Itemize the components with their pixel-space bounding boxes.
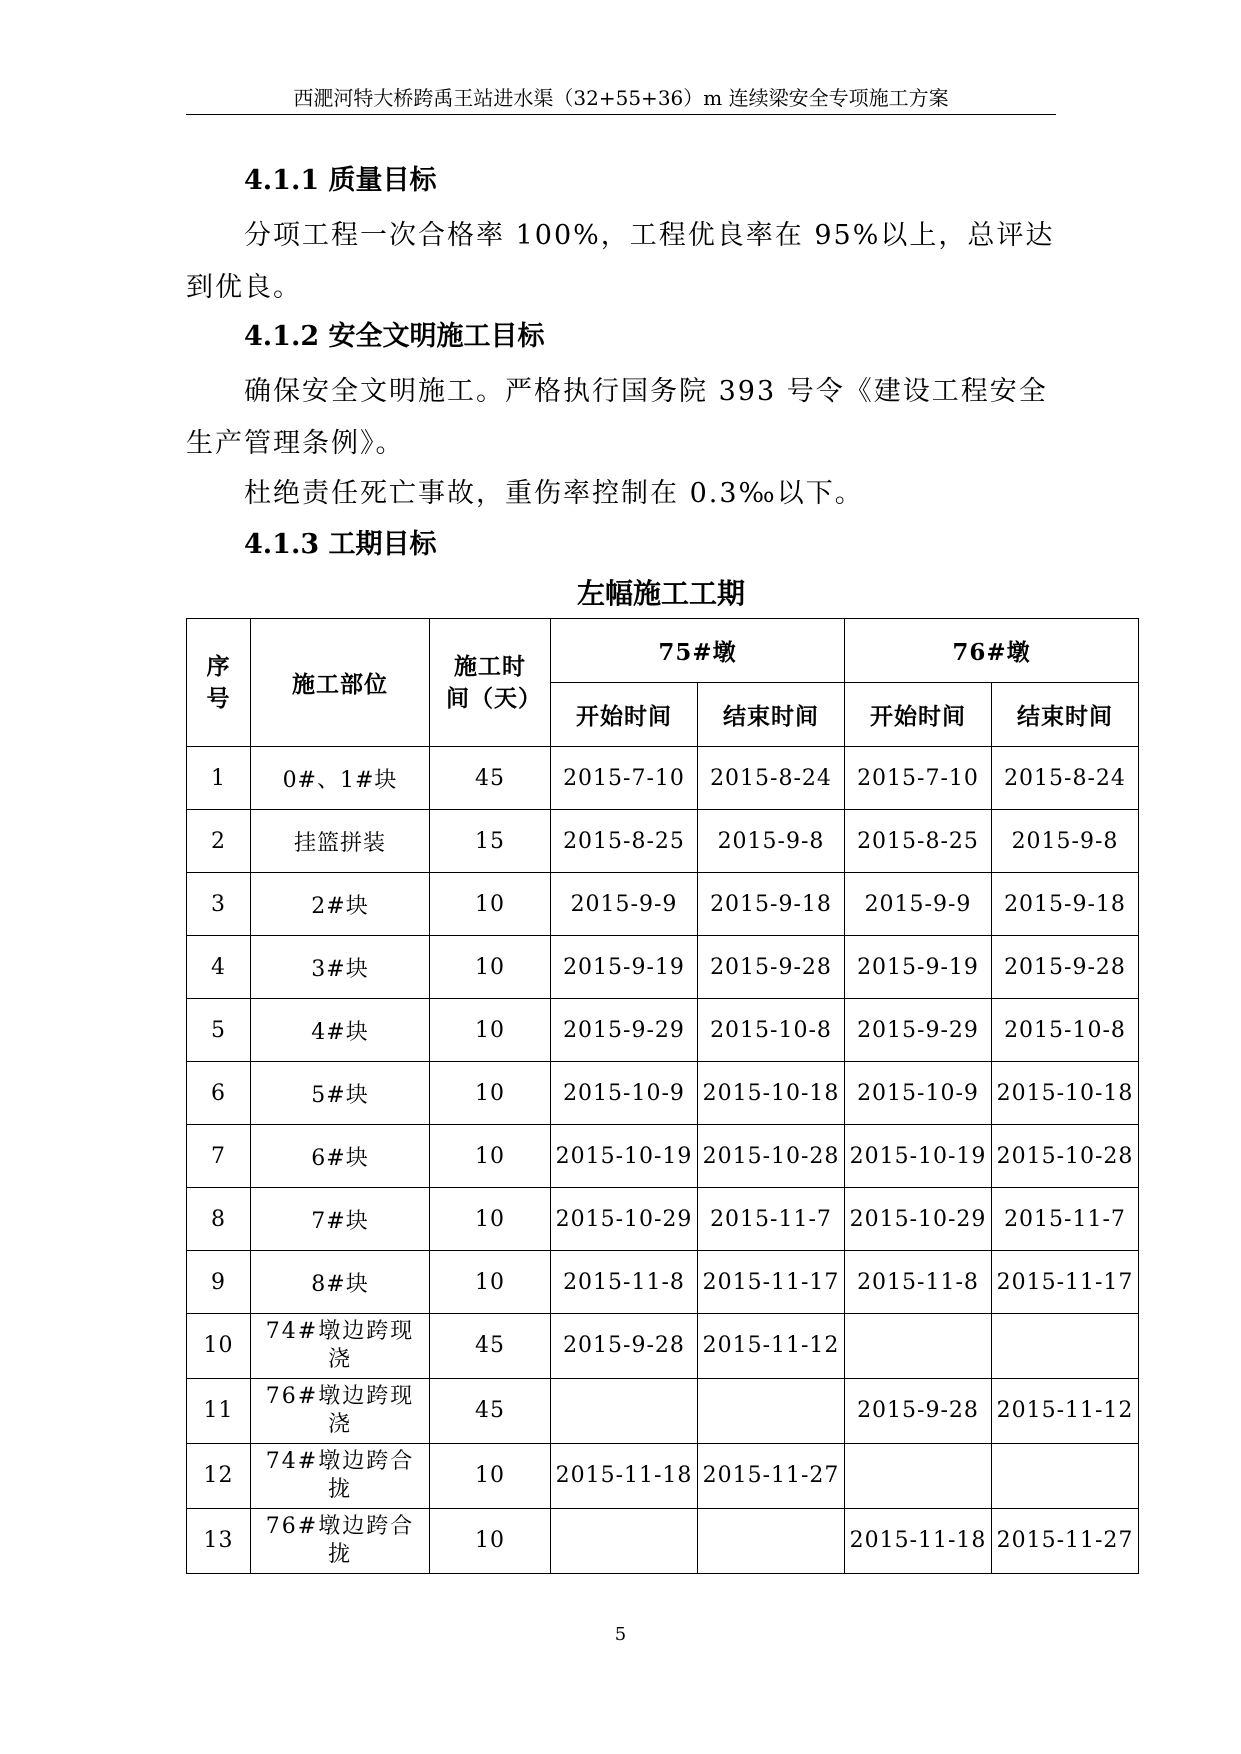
table-row xyxy=(187,1062,1139,1125)
cell-75-end: 2015-11-17 xyxy=(698,1251,845,1314)
cell-76-end: 2015-10-8 xyxy=(992,999,1139,1062)
cell-no: 7 xyxy=(187,1125,251,1188)
cell-part: 6#块 xyxy=(251,1125,430,1188)
cell-76-end: 2015-10-18 xyxy=(992,1062,1139,1125)
cell-no: 5 xyxy=(187,999,251,1062)
table-row xyxy=(187,873,1139,936)
cell-75-end: 2015-9-28 xyxy=(698,936,845,999)
cell-76-start: 2015-8-25 xyxy=(845,810,992,873)
cell-76-end: 2015-9-28 xyxy=(992,936,1139,999)
cell-no: 10 xyxy=(187,1314,251,1379)
cell-76-end: 2015-9-8 xyxy=(992,810,1139,873)
cell-75-end: 2015-10-8 xyxy=(698,999,845,1062)
cell-75-start: 2015-11-8 xyxy=(551,1251,698,1314)
cell-76-start: 2015-7-10 xyxy=(845,747,992,810)
cell-days: 45 xyxy=(430,1314,551,1379)
cell-days: 10 xyxy=(430,1188,551,1251)
table-title: 左幅施工工期 xyxy=(576,577,745,610)
cell-76-start: 2015-9-19 xyxy=(845,936,992,999)
cell-76-start: 2015-9-28 xyxy=(845,1379,992,1444)
cell-76-start xyxy=(845,1314,992,1379)
cell-no: 11 xyxy=(187,1379,251,1444)
cell-days: 10 xyxy=(430,999,551,1062)
table-row xyxy=(187,1509,1139,1574)
cell-76-end: 2015-11-17 xyxy=(992,1251,1139,1314)
cell-no: 1 xyxy=(187,747,251,810)
cell-76-end xyxy=(992,1314,1139,1379)
cell-76-start: 2015-10-9 xyxy=(845,1062,992,1125)
cell-75-end: 2015-8-24 xyxy=(698,747,845,810)
cell-part: 2#块 xyxy=(251,873,430,936)
cell-76-end: 2015-11-7 xyxy=(992,1188,1139,1251)
cell-days: 45 xyxy=(430,1379,551,1444)
cell-75-end xyxy=(698,1379,845,1444)
cell-75-end: 2015-9-8 xyxy=(698,810,845,873)
header-days: 施工时间（天） xyxy=(430,619,551,747)
cell-75-start xyxy=(551,1379,698,1444)
cell-no: 3 xyxy=(187,873,251,936)
paragraph-safety-2: 杜绝责任死亡事故，重伤率控制在 0.3‰以下。 xyxy=(244,478,864,509)
cell-days: 10 xyxy=(430,936,551,999)
header-76-end: 结束时间 xyxy=(992,683,1139,747)
cell-76-start: 2015-11-8 xyxy=(845,1251,992,1314)
header-75-end: 结束时间 xyxy=(698,683,845,747)
header-pier-75: 75#墩 xyxy=(551,619,845,683)
paragraph-quality: 分项工程一次合格率 100%，工程优良率在 95%以上，总评达到优良。 xyxy=(186,220,1055,303)
page-number: 5 xyxy=(614,1624,627,1645)
cell-75-end: 2015-11-27 xyxy=(698,1444,845,1509)
header-divider xyxy=(186,114,1056,115)
cell-75-end: 2015-11-12 xyxy=(698,1314,845,1379)
cell-76-end: 2015-10-28 xyxy=(992,1125,1139,1188)
cell-no: 8 xyxy=(187,1188,251,1251)
cell-75-end: 2015-10-18 xyxy=(698,1062,845,1125)
cell-75-start: 2015-9-9 xyxy=(551,873,698,936)
cell-76-start: 2015-9-9 xyxy=(845,873,992,936)
header-75-start: 开始时间 xyxy=(551,683,698,747)
cell-no: 2 xyxy=(187,810,251,873)
header-76-start: 开始时间 xyxy=(845,683,992,747)
cell-76-end xyxy=(992,1444,1139,1509)
cell-part: 76#墩边跨合拢 xyxy=(251,1509,430,1574)
cell-days: 10 xyxy=(430,1444,551,1509)
table-row xyxy=(187,1314,1139,1379)
cell-days: 10 xyxy=(430,1062,551,1125)
cell-75-start: 2015-10-9 xyxy=(551,1062,698,1125)
cell-no: 13 xyxy=(187,1509,251,1574)
cell-part: 5#块 xyxy=(251,1062,430,1125)
page-header: 西淝河特大桥跨禹王站进水渠（32+55+36）m 连续梁安全专项施工方案 xyxy=(293,86,949,110)
cell-76-start: 2015-10-19 xyxy=(845,1125,992,1188)
cell-no: 4 xyxy=(187,936,251,999)
cell-days: 10 xyxy=(430,1509,551,1574)
cell-76-start xyxy=(845,1444,992,1509)
schedule-table xyxy=(186,618,1139,1574)
cell-75-end: 2015-10-28 xyxy=(698,1125,845,1188)
cell-no: 12 xyxy=(187,1444,251,1509)
cell-75-end: 2015-11-7 xyxy=(698,1188,845,1251)
cell-75-start: 2015-9-29 xyxy=(551,999,698,1062)
table-row xyxy=(187,936,1139,999)
cell-76-end: 2015-9-18 xyxy=(992,873,1139,936)
cell-76-end: 2015-11-12 xyxy=(992,1379,1139,1444)
cell-75-start: 2015-9-28 xyxy=(551,1314,698,1379)
cell-75-start: 2015-8-25 xyxy=(551,810,698,873)
cell-part: 3#块 xyxy=(251,936,430,999)
table-row xyxy=(187,747,1139,810)
cell-75-start: 2015-10-19 xyxy=(551,1125,698,1188)
cell-no: 6 xyxy=(187,1062,251,1125)
cell-days: 45 xyxy=(430,747,551,810)
cell-76-end: 2015-11-27 xyxy=(992,1509,1139,1574)
section-heading-safety: 4.1.2 安全文明施工目标 xyxy=(244,321,545,352)
cell-part: 4#块 xyxy=(251,999,430,1062)
section-heading-schedule: 4.1.3 工期目标 xyxy=(244,529,437,560)
table-row xyxy=(187,1188,1139,1251)
table-row xyxy=(187,810,1139,873)
cell-days: 10 xyxy=(430,873,551,936)
cell-75-start: 2015-7-10 xyxy=(551,747,698,810)
cell-75-start xyxy=(551,1509,698,1574)
cell-part: 8#块 xyxy=(251,1251,430,1314)
cell-part: 0#、1#块 xyxy=(251,747,430,810)
cell-75-start: 2015-9-19 xyxy=(551,936,698,999)
cell-part: 7#块 xyxy=(251,1188,430,1251)
cell-75-start: 2015-11-18 xyxy=(551,1444,698,1509)
header-part: 施工部位 xyxy=(251,619,430,747)
cell-days: 10 xyxy=(430,1251,551,1314)
cell-part: 76#墩边跨现浇 xyxy=(251,1379,430,1444)
table-row xyxy=(187,999,1139,1062)
table-row xyxy=(187,1125,1139,1188)
header-pier-76: 76#墩 xyxy=(845,619,1139,683)
cell-76-end: 2015-8-24 xyxy=(992,747,1139,810)
cell-no: 9 xyxy=(187,1251,251,1314)
cell-76-start: 2015-11-18 xyxy=(845,1509,992,1574)
header-seq: 序号 xyxy=(187,619,251,747)
paragraph-safety-1: 确保安全文明施工。严格执行国务院 393 号令《建设工程安全生产管理条例》。 xyxy=(186,376,1048,459)
cell-part: 挂篮拼装 xyxy=(251,810,430,873)
cell-days: 10 xyxy=(430,1125,551,1188)
table-row xyxy=(187,1444,1139,1509)
table-row xyxy=(187,1379,1139,1444)
cell-part: 74#墩边跨合拢 xyxy=(251,1444,430,1509)
cell-days: 15 xyxy=(430,810,551,873)
cell-part: 74#墩边跨现浇 xyxy=(251,1314,430,1379)
cell-75-start: 2015-10-29 xyxy=(551,1188,698,1251)
cell-75-end: 2015-9-18 xyxy=(698,873,845,936)
cell-76-start: 2015-10-29 xyxy=(845,1188,992,1251)
section-heading-quality: 4.1.1 质量目标 xyxy=(244,165,437,196)
cell-75-end xyxy=(698,1509,845,1574)
table-row xyxy=(187,1251,1139,1314)
cell-76-start: 2015-9-29 xyxy=(845,999,992,1062)
